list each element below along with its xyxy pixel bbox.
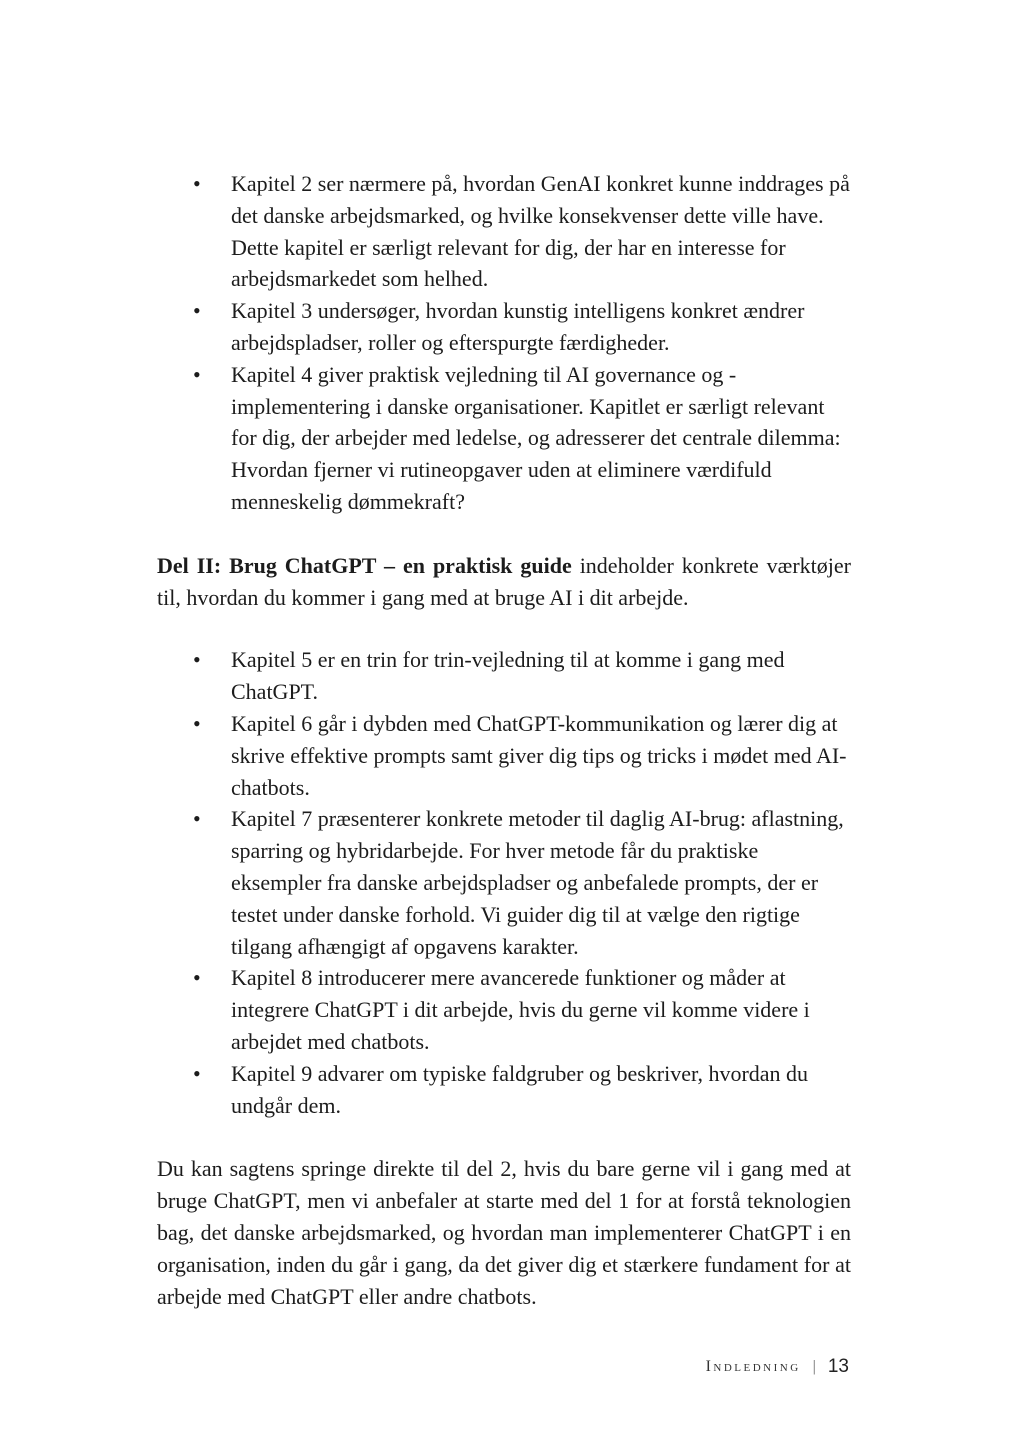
bullet-icon: • — [193, 965, 201, 991]
bullet-icon: • — [193, 1060, 201, 1086]
list-item-text: Kapitel 9 advarer om typiske faldgruber og beskriver, hvordan du undgår dem. — [231, 1060, 809, 1118]
bullet-icon: • — [193, 361, 201, 387]
bullet-icon: • — [193, 171, 201, 196]
list-item-text: Kapitel 6 går i dybden med ChatGPT-kommunikation og lærer dig at skrive effektive prompts samt giver dig tips og tricks i mødet med AI-chatbots. — [231, 710, 847, 800]
list-item — [157, 708, 851, 803]
list-item-text: Kapitel 4 giver praktisk vejledning til AI governance og -implementering i danske organisationer. Kapitlet er særligt relevant for dig, der arbejder med ledelse, og adresserer det centrale dilemma: Hvordan fjerner vi rutineopgaver uden at eliminere værdifuld menneskelig dømmekraft? — [231, 361, 841, 514]
page-body — [157, 168, 851, 1312]
part2-intro-paragraph — [157, 550, 851, 614]
list-item-text: Kapitel 8 introducerer mere avancerede funktioner og måder at integrere ChatGPT i dit arbejde, hvis du gerne vil komme videre i arbejdet med chatbots. — [231, 965, 810, 1054]
part2-heading: Del II: Brug ChatGPT – en praktisk guide — [157, 552, 572, 578]
list-item — [157, 644, 851, 708]
list-item — [157, 803, 851, 962]
list-item — [157, 359, 851, 518]
list-item — [157, 168, 851, 295]
part1-chapter-list — [157, 168, 851, 518]
running-section-title: Indledning — [705, 1358, 801, 1375]
list-item-text: Kapitel 7 præsenterer konkrete metoder til daglig AI-brug: aflastning, sparring og hybridarbejde. For hver metode får du praktiske eksempler fra danske arbejdspladser og anbefalede prompts, der er testet under danske forhold. Vi guider dig til at vælge den rigtige tilgang afhængigt af opgavens karakter. — [231, 806, 844, 959]
part2-chapter-list — [157, 644, 851, 1121]
list-item — [157, 1058, 851, 1122]
footer-separator: | — [812, 1358, 816, 1375]
list-item — [157, 962, 851, 1057]
list-item-text: Kapitel 2 ser nærmere på, hvordan GenAI konkret kunne inddrages på det danske arbejdsmarked, og hvilke konsekvenser dette ville have. Dette kapitel er særligt relevant for dig, der har en interesse for arbejdsmarkedet som helhed. — [231, 171, 850, 292]
list-item-text: Kapitel 5 er en trin for trin-vejledning til at komme i gang med ChatGPT. — [231, 647, 785, 705]
bullet-icon: • — [193, 710, 201, 736]
bullet-icon: • — [193, 647, 201, 673]
bullet-icon: • — [193, 298, 201, 324]
list-item — [157, 295, 851, 359]
page-footer — [706, 1356, 849, 1378]
list-item-text: Kapitel 3 undersøger, hvordan kunstig intelligens konkret ændrer arbejdspladser, roller og efterspurgte færdigheder. — [231, 298, 805, 355]
part2-intro-text: indeholder konkrete værktøjer til, hvordan du kommer i gang med at bruge AI i dit arbejde. — [157, 552, 851, 610]
closing-paragraph: Du kan sagtens springe direkte til del 2, hvis du bare gerne vil i gang med at bruge ChatGPT, men vi anbefaler at starte med del 1 for at forstå teknologien bag, det danske arbejdsmarked, og hvordan man implementerer ChatGPT i en organisation, inden du går i gang, da det giver dig et stærkere fundament for at arbejde med ChatGPT eller andre chatbots. — [157, 1156, 851, 1309]
page-number: 13 — [827, 1356, 849, 1377]
bullet-icon: • — [193, 806, 201, 832]
